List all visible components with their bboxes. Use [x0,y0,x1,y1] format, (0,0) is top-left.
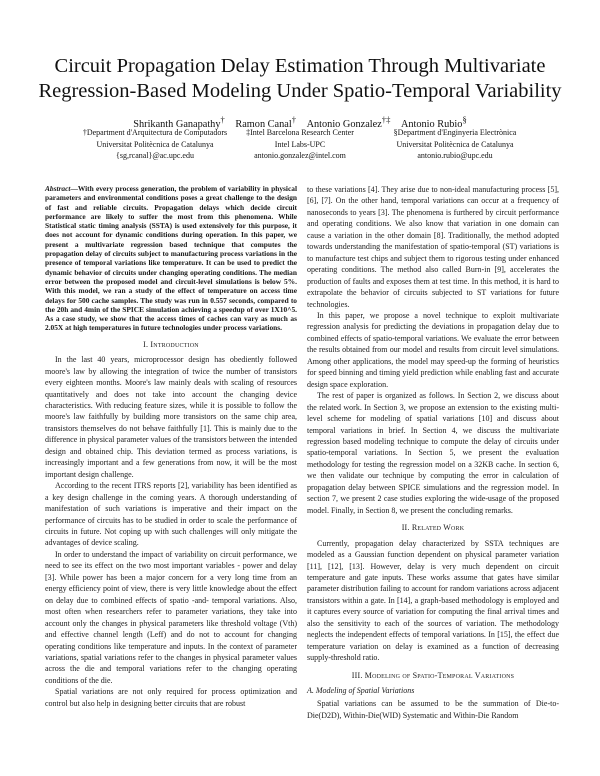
paragraph: Spatial variations can be assumed to be the summation of Die-to-Die(D2D), Within-Die(WID) Systematic and Within-Die Random [307,699,559,720]
subsection-heading-spatial: A. Modeling of Spatial Variations [307,686,415,696]
paragraph: Currently, propagation delay characterized by SSTA techniques are modeled as a Gaussian function dependent on physical parameter variation [11], [12], [13]. However, delay is very much dependent on circuit temperature and gate inputs. These works assume that gates have similar parameter distribution failing to account for random variations across adjacent transistors within a gate. In [14], a graph-based methodology is employed and it captures every source of variation for computing the final arrival times and also the sensitivity to each of the sources of variation. The methodology neglects the independent effects of temporal variations. In [15], the effect due temperature variation on delay is examined as a function of decreasing supply-threshold ratio. [307,538,559,663]
right-column [307,184,559,721]
paragraph: In this paper, we propose a novel technique to exploit multivariate regression analysis for predicting the deviations in propagation delay due to combined effects of spatio-temporal variations. We evaluate the error between the results obtained from our model and results from circuit level simulations. Among other applications, the model may speed-up the forming of heuristics for speed binning and timing yield prediction while enabling fast and accurate design space exploration. [307,310,559,389]
title-line-2: Regression-Based Modeling Under Spatio-Temporal Variability [38,80,562,102]
paragraph: to these variations [4]. They arise due to non-ideal manufacturing process [5], [6], [7]. On the other hand, temporal variations can occur at a frequency of nanoseconds to years [3]. The phenomena is furthered by circuit performance and operating conditions. We also know that variation in one domain can cause a variation in the other domain [8]. Traditionally, the method adopted towards understanding the manifestation of spatio-temporal (ST) variations is to manufacture test chips and subject them to rigorous testing under enhanced operating conditions. The method also called Burn-in [9], accelerates the production of faults and exposes them at test time. In this method, it is hard to extrapolate the behavior of circuits subjected to ST variations for future technologies. [307,185,559,309]
paragraph: In order to understand the impact of variability on circuit performance, we need to see its effect on the two most important variables - power and delay [3]. While power has been a major concern for a very long time from an energy efficiency point of view, there is very little knowledge about the effect on delay due to combined effects of spatio -and- temporal variations. Also, most often when researchers refer to parameter variations, they take into account only the changes in physical parameters like threshold voltage (Vth) and effective channel length (Leff) and do not to account for changing operating conditions like temperature and inputs. In the context of parameter variations, spatial variations refer to the changes in physical parameter values across the die and temporal variations refer to the changing operating conditions of the die. [45,549,297,685]
paragraph: Spatial variations are not only required for process optimization and control but also help in designing better circuits that are robust [45,687,297,708]
paragraph: According to the recent ITRS reports [2], variability has been identified as a key design challenge in the coming years. A thorough understanding of manifestation of such variations is imperative and their impact on the performance of circuits has to be studied in order to scale the performance of circuits in future. Not coping up with such challenges will only mitigate the advantages of device scaling. [45,481,297,548]
affiliation-intel: ‡Intel Barcelona Research Center Intel Labs-UPC antonio.gonzalez@intel.com [246,128,354,161]
title-line-1: Circuit Propagation Delay Estimation Through Multivariate [54,55,546,77]
left-column [45,184,297,709]
author: Antonio Gonzalez†‡ [306,115,391,131]
paragraph: The rest of paper is organized as follows. In Section 2, we discuss about the related work. In Section 3, we propose an extension to the existing multi-level scheme for modeling of spatial variations [10] and discuss about temporal variations in brief. In Section 4, we discuss the multivariate regression based modeling technique to compute the delay of circuits under spatio-temporal variations. In Section 5, we present the evaluation methodology for testing the regression model on a 32KB cache. In section 6, we then validate our technique by computing the error in calculation of propagation delay between SPICE simulations and the regression model. In section 7, we present 2 case studies exploring the wide-usage of the proposed model. Finally, in Section 8, we present the concluding remarks. [307,391,559,515]
paper-title [20,54,580,104]
affiliation-upc-ee: §Department d'Enginyeria Electrònica Universitat Politècnica de Catalunya antonio.rubio@upc.edu [393,128,517,161]
author: Shrikanth Ganapathy† [133,115,225,131]
paragraph: In the last 40 years, microprocessor design has obediently followed moore's law by allowing the integration of twice the number of transistors every eighteen months. Moore's law mainly deals with scaling of resources quantitatively and does not take into account the changing device characteristics. With reducing feature sizes, while it is possible to follow the moore's law faithfully by building more transistors on the same chip area, transistors themselves do not behave faithfully [1]. This is mainly due to the difference in physical parameter values of the transistors between the intended design and obtained chip. This deviation termed as process variations, is increasingly important and a few generations from now, it will be the most important design challenge. [45,355,297,479]
section-heading-related-work: II. Related Work [401,523,465,533]
section-heading-introduction: I. Introduction [143,339,199,349]
author: Ramon Canal† [235,115,296,131]
author: Antonio Rubio§ [400,115,467,131]
affiliation-upc-ac: †Department d'Arquitectura de Computadors Universitat Politècnica de Catalunya {sg,rcanal}@ac.upc.edu [82,128,228,161]
section-heading-modeling: III. Modeling of Spatio-Temporal Variations [351,670,515,680]
abstract: Abstract—With every process generation, the problem of variability in physical parameters and environmental conditions poses a great challenge to the design of fast and reliable circuits. Propagation delays which decide circuit performance are likely to suffer the most from this phenomena. While Statistical static timing analysis (SSTA) is used extensively for this purpose, it does not account for dynamic conditions during operation. In this paper, we present a multivariate regression based technique that computes the propagation delay of circuits subject to manufacturing process variations in the presence of temporal variations like temperature. It can be used to predict the dynamic behavior of circuits under changing operating conditions. The median error between the proposed model and circuit-level simulations is below 5%. With this model, we ran a study of the effect of temperature on access time delays for 500 cache samples. The study was run in 0.557 seconds, compared to the 20h and 4min of the SPICE simulation achieving a speedup of over 1X10^5. As a case study, we show that the access times of caches can vary as much as 2.05X at high temperatures in future technologies under process variations. [45,184,297,333]
